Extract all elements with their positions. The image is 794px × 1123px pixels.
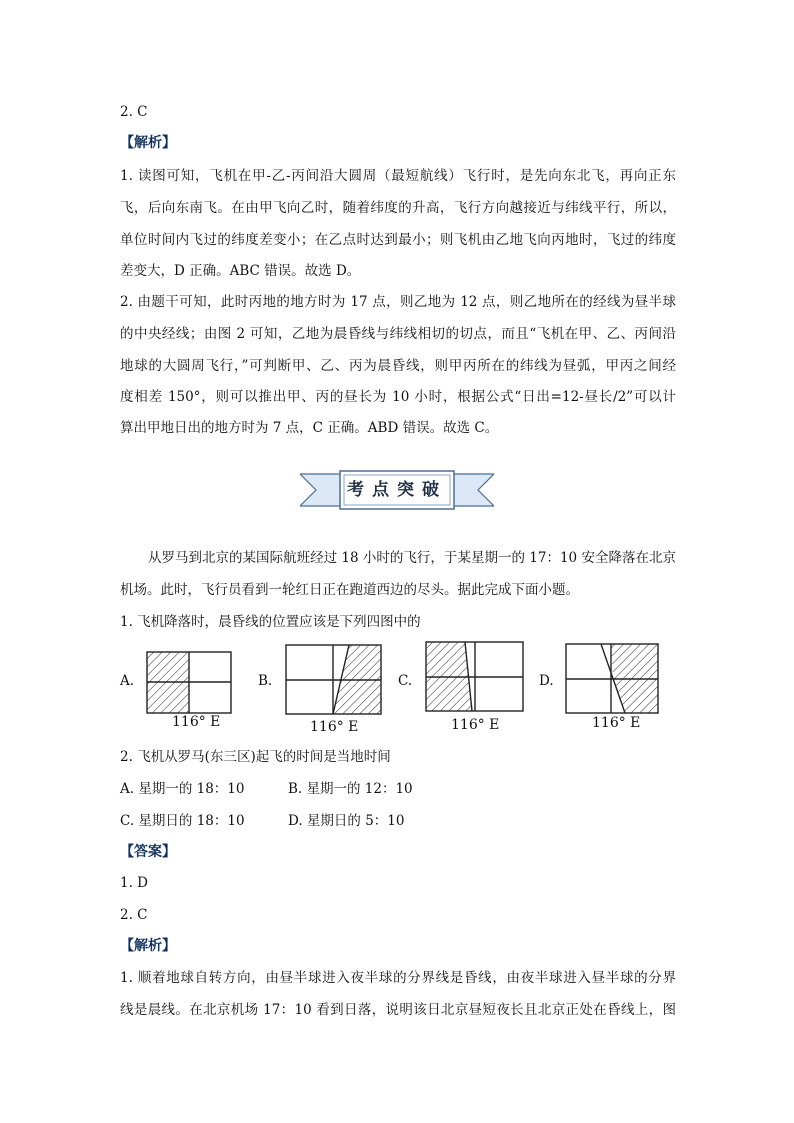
answer-2: 2. C — [120, 104, 148, 120]
figure-b-label: B. — [258, 673, 273, 689]
figure-c-diagram — [425, 641, 525, 713]
figure-b — [258, 638, 388, 738]
option-c: C. 星期日的 18：10 — [120, 813, 245, 829]
figure-c-axis-label: 116° E — [451, 717, 500, 733]
figure-a-axis-label: 116° E — [172, 714, 221, 730]
analysis-2-line-5: 算出甲地日出的地方时为 7 点，C 正确。ABD 错误。故选 C。 — [120, 420, 499, 436]
question-stem-line-2: 机场。此时，飞行员看到一轮红日正在跑道西边的尽头。据此完成下面小题。 — [120, 582, 579, 598]
analysis-1-line-1: 1. 读图可知，飞机在甲-乙-丙间沿大圆周（最短航线）飞行时，是先向东北飞，再向正东 — [120, 168, 676, 184]
analysis-bottom-line-2: 线是晨线。在北京机场 17：10 看到日落，说明该日北京昼短夜长且北京正处在昏线上，图 — [120, 1002, 676, 1018]
option-b: B. 星期一的 12：10 — [288, 781, 413, 797]
question-stem-line-1: 从罗马到北京的某国际航班经过 18 小时的飞行，于某星期一的 17：10 安全降落在北京 — [148, 550, 676, 566]
analysis-bottom-line-1: 1. 顺着地球自转方向，由昼半球进入夜半球的分界线是昏线，由夜半球进入昼半球的分界 — [120, 970, 676, 986]
option-d: D. 星期日的 5：10 — [288, 813, 405, 829]
answer-2-bottom: 2. C — [120, 907, 148, 923]
banner-text: 考点突破 — [347, 480, 447, 500]
figure-a-label: A. — [120, 673, 135, 689]
figure-d-label: D. — [539, 673, 554, 689]
figure-b-axis-label: 116° E — [310, 719, 359, 735]
option-a: A. 星期一的 18：10 — [120, 781, 245, 797]
figure-b-diagram — [285, 644, 383, 716]
figure-d-axis-label: 116° E — [592, 715, 641, 731]
analysis-heading-bottom: 【解析】 — [120, 938, 176, 954]
section-banner — [300, 470, 494, 510]
analysis-2-line-3: 地球的大圆周飞行，”可判断甲、乙、丙为晨昏线，则甲丙所在的纬线为昼弧，甲丙之间经 — [120, 358, 676, 374]
analysis-1-line-3: 单位时间内飞过的纬度差变小；在乙点时达到最小；则飞机由乙地飞向丙地时，飞过的纬度 — [120, 232, 676, 248]
question-1: 1. 飞机降落时，晨昏线的位置应该是下列四图中的 — [120, 614, 421, 630]
figure-c — [398, 638, 528, 738]
analysis-1-line-2: 飞，后向东南飞。在由甲飞向乙时，随着纬度的升高，飞行方向越接近与纬线平行，所以， — [120, 200, 676, 216]
analysis-2-line-4: 度相差 150°，则可以推出甲、丙的昼长为 10 小时，根据公式“日出=12-昼长/2”可以计 — [120, 389, 676, 405]
answer-heading: 【答案】 — [120, 844, 176, 860]
figure-d-diagram — [565, 643, 661, 715]
analysis-1-line-4: 差变大，D 正确。ABC 错误。故选 D。 — [120, 263, 361, 279]
analysis-2-line-2: 的中央经线；由图 2 可知，乙地为晨昏线与纬线相切的切点，而且“飞机在甲、乙、丙间沿 — [120, 326, 676, 342]
figure-a — [120, 638, 240, 738]
figure-c-label: C. — [398, 673, 413, 689]
figure-d — [539, 638, 669, 738]
analysis-heading: 【解析】 — [120, 135, 176, 151]
figure-a-diagram — [146, 651, 236, 715]
question-2: 2. 飞机从罗马(东三区)起飞的时间是当地时间 — [120, 749, 391, 765]
answer-1: 1. D — [120, 875, 148, 891]
analysis-2-line-1: 2. 由题干可知，此时丙地的地方时为 17 点，则乙地为 12 点，则乙地所在的经线为昼半球 — [120, 294, 676, 310]
